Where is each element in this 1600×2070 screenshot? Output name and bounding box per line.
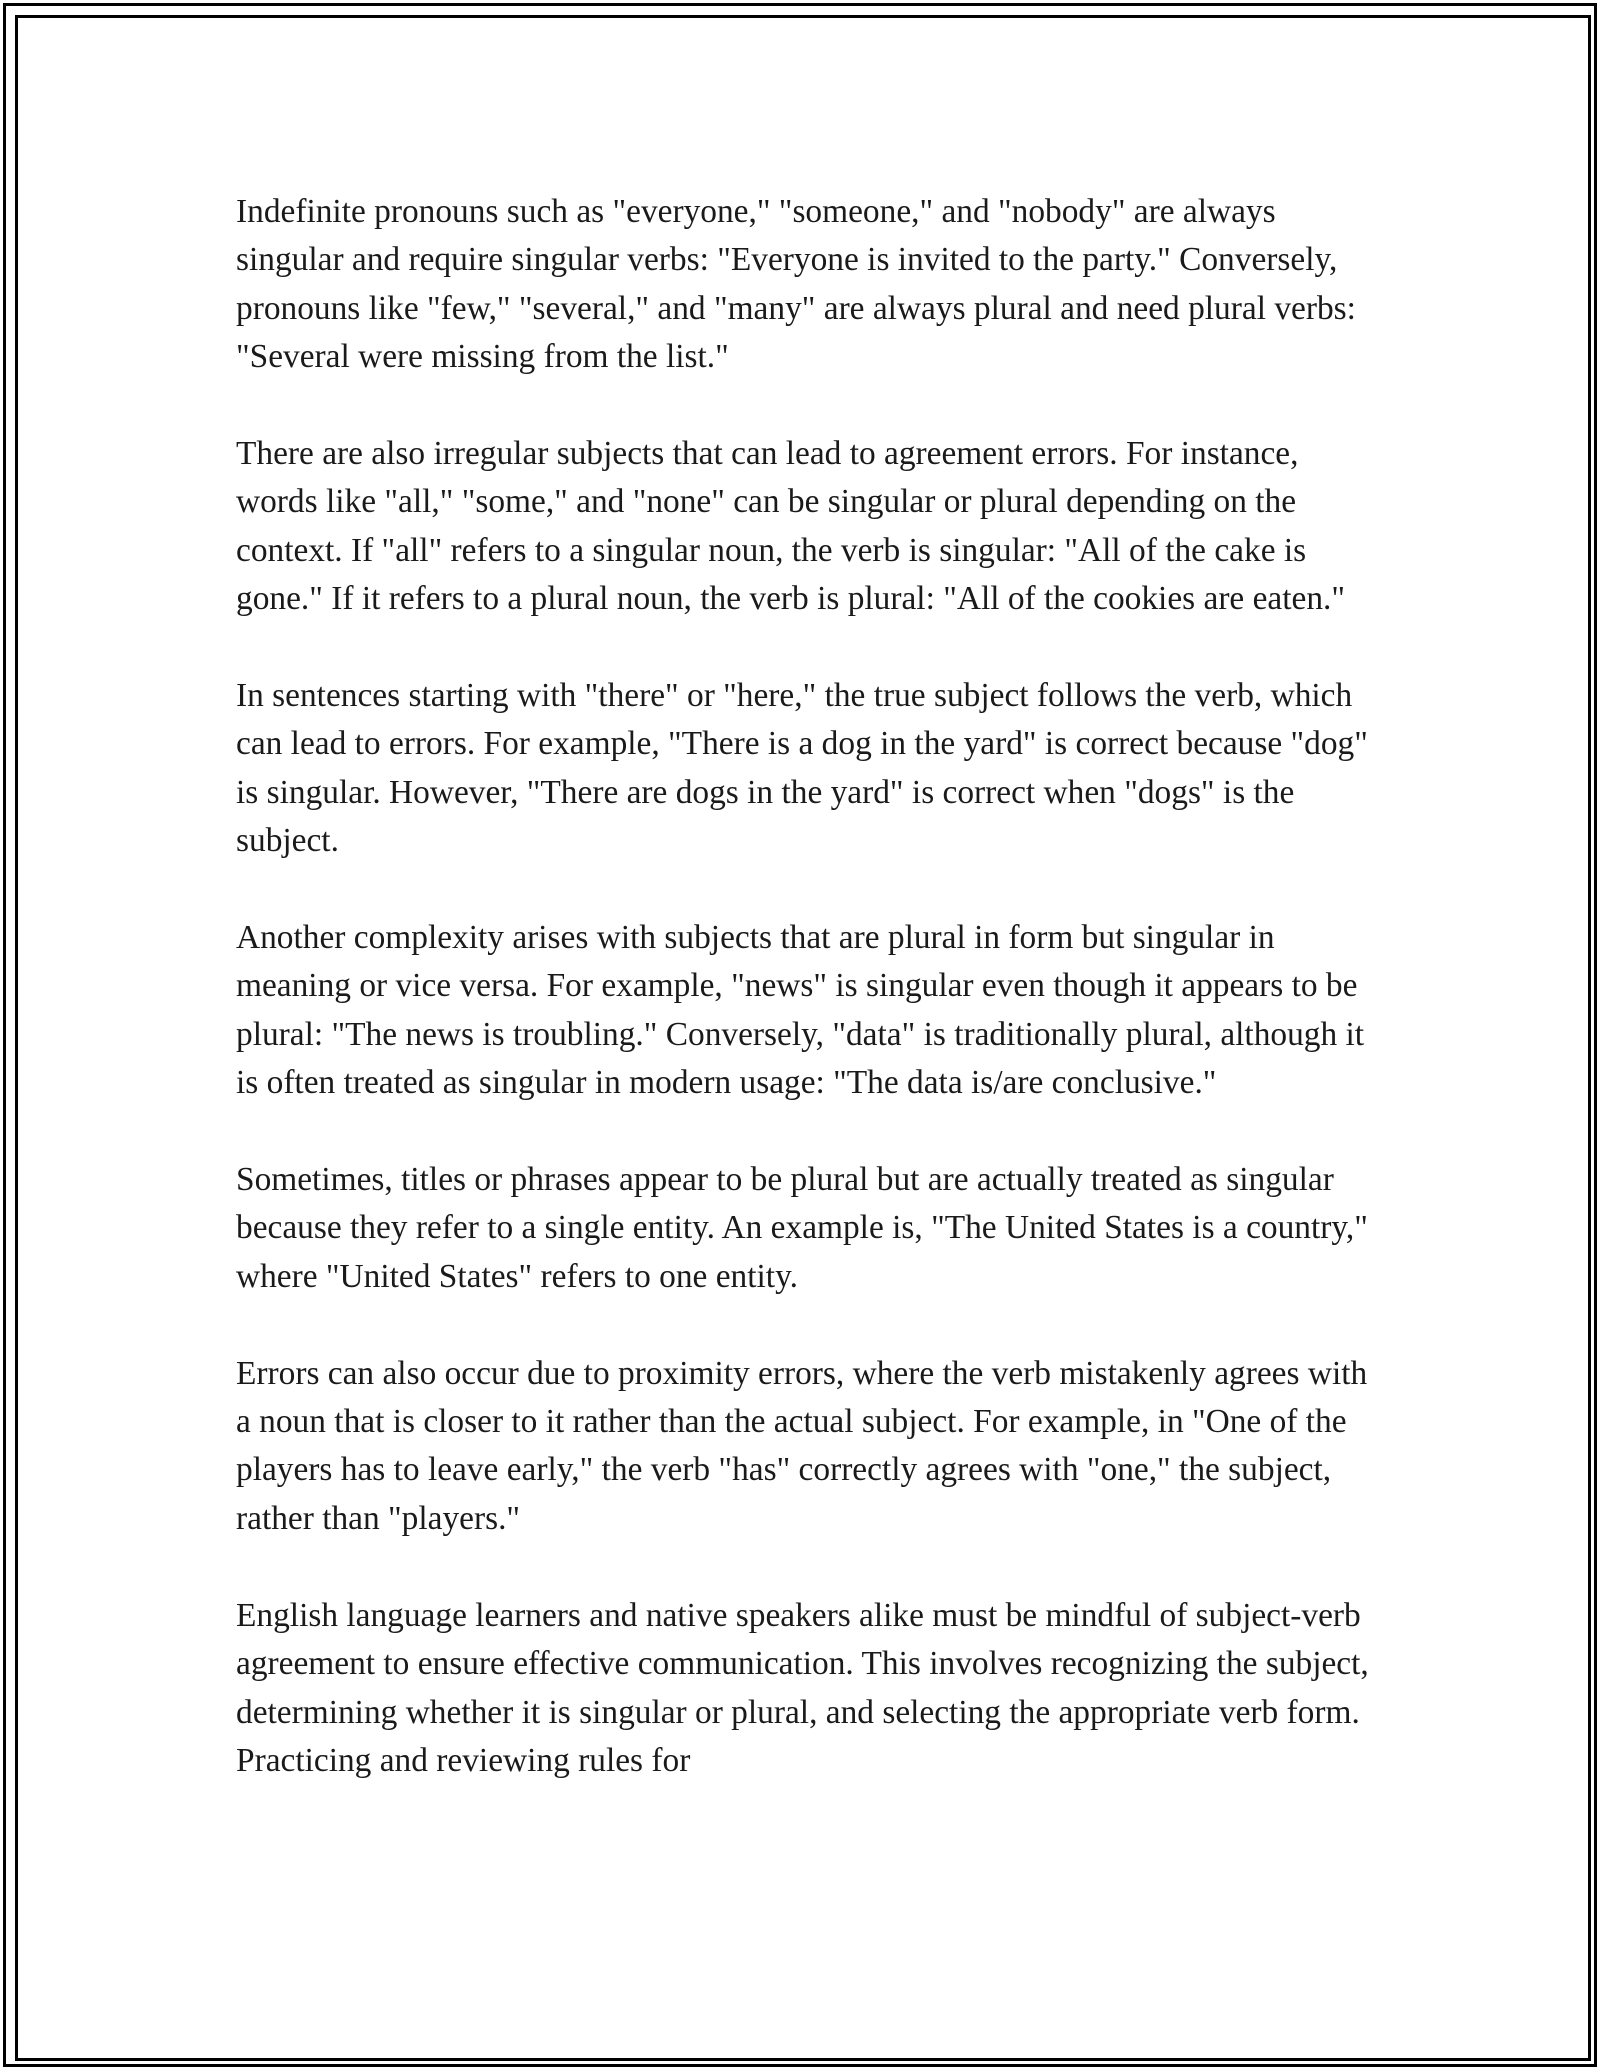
paragraph-proximity-errors: Errors can also occur due to proximity errors, where the verb mistakenly agrees with a noun that is closer to it rather than the actual subject. For example, in "One of the players has to leave early," the verb "has" correctly agrees with "one," the subject, rather than "players." [236,1354,1368,1537]
document-body [236,188,1386,1785]
paragraph-plural-form-singular-meaning: Another complexity arises with subjects that are plural in form but singular in meaning or vice versa. For example, "news" is singular even though it appears to be plural: "The news is troubling." Conversely, "data" is traditionally plural, although it is often treated as singular in modern usage: "The data is/are conclusive." [236,919,1365,1102]
paragraph-there-here: In sentences starting with "there" or "here," the true subject follows the verb, which can lead to errors. For example, "There is a dog in the yard" is correct because "dog" is singular. However, "There are dogs in the yard" is correct when "dogs" is the subject. [236,677,1368,860]
paragraph-titles-phrases: Sometimes, titles or phrases appear to be plural but are actually treated as singular because they refer to a single entity. An example is, "The United States is a country," where "United States" refers to one entity. [236,1161,1368,1295]
paragraph-irregular-subjects: There are also irregular subjects that can lead to agreement errors. For instance, words like "all," "some," and "none" can be singular or plural depending on the context. If "all" refers to a singular noun, the verb is singular: "All of the cake is gone." If it refers to a plural noun, the verb is plural: "All of the cookies are eaten." [236,435,1346,618]
paragraph-indefinite-pronouns: Indefinite pronouns such as "everyone," "someone," and "nobody" are always singular and require singular verbs: "Everyone is invited to the party." Conversely, pronouns like "few," "several," and "many" are always plural and need plural verbs: "Several were missing from the list." [236,193,1356,376]
paragraph-learners-speakers: English language learners and native speakers alike must be mindful of subject-verb agreement to ensure effective communication. This involves recognizing the subject, determining whether it is singular or plural, and selecting the appropriate verb form. Practicing and reviewing rules for [236,1596,1369,1779]
